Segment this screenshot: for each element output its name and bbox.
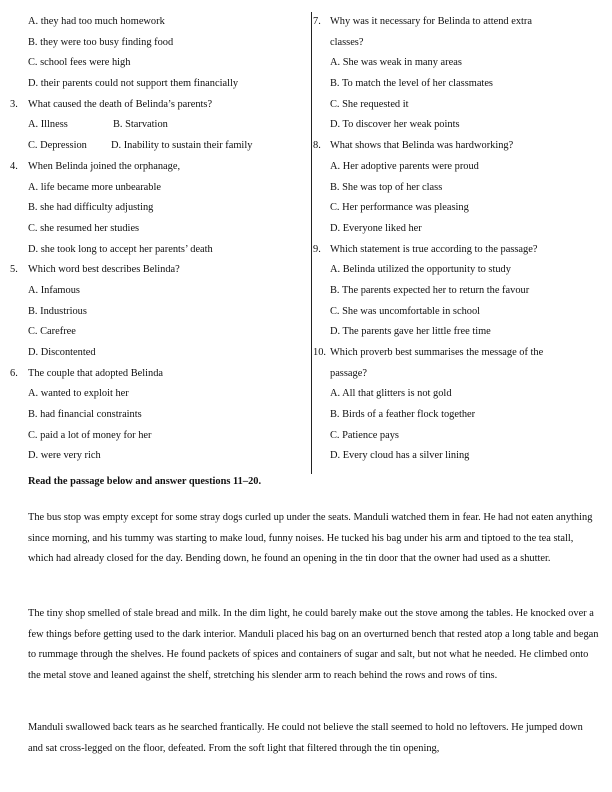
question-6 bbox=[10, 364, 300, 385]
question-text: Which statement is true according to the passage? bbox=[330, 243, 538, 255]
q2-option-c: C. school fees were high bbox=[28, 57, 131, 69]
q8-option-c: C. Her performance was pleasing bbox=[330, 202, 469, 214]
paragraph-text: Manduli swallowed back tears as he searched frantically. He could not believe the stall seemed to hold no leftovers. He jumped down and sat cross-legged on the floor, defeated. From the soft light that filtered through the tin opening, bbox=[28, 722, 583, 754]
passage-paragraph-2 bbox=[28, 604, 600, 686]
question-9 bbox=[312, 240, 602, 261]
question-number: 6. bbox=[10, 367, 18, 379]
q3-option-b: B. Starvation bbox=[113, 119, 168, 131]
question-4 bbox=[10, 157, 300, 178]
q2-option-a: A. they had too much homework bbox=[28, 16, 165, 27]
q6-option-c: C. paid a lot of money for her bbox=[28, 429, 152, 441]
q9-option-c: C. She was uncomfortable in school bbox=[330, 305, 481, 317]
q8-option-a: A. Her adoptive parents were proud bbox=[330, 160, 479, 172]
q10-option-a: A. All that glitters is not gold bbox=[330, 388, 452, 400]
q9-option-a: A. Belinda utilized the opportunity to study bbox=[330, 264, 511, 276]
question-5 bbox=[10, 260, 300, 281]
question-number: 10. bbox=[313, 347, 326, 358]
question-number: 9. bbox=[313, 243, 321, 255]
q10-option-c: C. Patience pays bbox=[330, 429, 399, 441]
passage-paragraph-3 bbox=[28, 718, 600, 759]
question-text: Which proverb best summarises the message of the bbox=[330, 347, 544, 358]
q7-option-a: A. She was weak in many areas bbox=[330, 57, 462, 69]
q8-option-b: B. She was top of her class bbox=[330, 181, 443, 193]
q7-option-b: B. To match the level of her classmates bbox=[330, 78, 493, 90]
q4-option-a: A. life became more unbearable bbox=[28, 181, 161, 193]
question-text: What shows that Belinda was hardworking? bbox=[330, 140, 514, 152]
q2-option-d: D. their parents could not support them financially bbox=[28, 78, 239, 90]
question-text: When Belinda joined the orphanage, bbox=[28, 160, 181, 172]
q4-option-b: B. she had difficulty adjusting bbox=[28, 202, 154, 214]
q10-option-d: D. Every cloud has a silver lining bbox=[330, 450, 470, 462]
q2-option-b: B. they were too busy finding food bbox=[28, 36, 174, 48]
question-10 bbox=[312, 343, 602, 364]
question-7 bbox=[312, 12, 602, 33]
q4-option-c: C. she resumed her studies bbox=[28, 222, 140, 234]
question-number: 8. bbox=[313, 140, 321, 152]
passage-instruction: Read the passage below and answer questions 11–20. bbox=[28, 476, 262, 487]
q3-options-ab bbox=[10, 115, 300, 136]
q3-options-cd bbox=[10, 136, 300, 157]
q6-option-b: B. had financial constraints bbox=[28, 409, 142, 421]
left-question-column bbox=[10, 12, 300, 467]
q3-option-a: A. Illness bbox=[28, 119, 68, 131]
q5-option-a: A. Infamous bbox=[28, 284, 80, 296]
question-number: 7. bbox=[313, 16, 321, 27]
q9-option-b: B. The parents expected her to return the favour bbox=[330, 284, 530, 296]
q4-option-d: D. she took long to accept her parents’ death bbox=[28, 243, 213, 255]
q7-option-c: C. She requested it bbox=[330, 98, 409, 110]
question-3 bbox=[10, 95, 300, 116]
question-number: 5. bbox=[10, 264, 18, 276]
q7-option-d: D. To discover her weak points bbox=[330, 119, 460, 131]
passage-paragraph-1 bbox=[28, 508, 600, 570]
q3-option-c: C. Depression bbox=[28, 140, 87, 152]
q9-option-d: D. The parents gave her little free time bbox=[330, 326, 491, 338]
q6-option-d: D. were very rich bbox=[28, 450, 101, 462]
question-text: Which word best describes Belinda? bbox=[28, 264, 180, 276]
question-number: 3. bbox=[10, 98, 18, 110]
q3-option-d: D. Inability to sustain their family bbox=[111, 140, 253, 152]
paragraph-text: The bus stop was empty except for some stray dogs curled up under the seats. Manduli watched them in fear. He had not eaten anything since morning, and his tummy was starting to make loud, funny noises. He tucked his bag under his arm and tiptoed to the tea stall, which had already closed for the day. Bending down, he found an opening in the tin door that the owner had used as a shutter. bbox=[28, 512, 593, 564]
question-8 bbox=[312, 136, 602, 157]
q5-option-b: B. Industrious bbox=[28, 305, 87, 317]
question-text: Why was it necessary for Belinda to attend extra bbox=[330, 16, 532, 27]
right-question-column bbox=[311, 12, 602, 474]
question-7-continued: classes? bbox=[330, 36, 364, 48]
question-number: 4. bbox=[10, 160, 18, 172]
question-text: What caused the death of Belinda’s parents? bbox=[28, 98, 213, 110]
paragraph-text: The tiny shop smelled of stale bread and milk. In the dim light, he could barely make out the stove among the tables. He knocked over a few things before getting used to the dark interior. Manduli placed his bag on an overturned bench that rested atop a long table and began to rummage through the shelves. He found packets of spices and containers of sugar and salt, but not what he needed. He climbed onto the metal stove and leaned against the shelf, stretching his slender arm to reach behind the rows and rows of tins. bbox=[28, 608, 599, 681]
q6-option-a: A. wanted to exploit her bbox=[28, 388, 129, 400]
question-10-continued: passage? bbox=[330, 367, 367, 379]
q5-option-d: D. Discontented bbox=[28, 347, 96, 358]
question-text: The couple that adopted Belinda bbox=[28, 367, 164, 379]
q8-option-d: D. Everyone liked her bbox=[330, 222, 422, 234]
q10-option-b: B. Birds of a feather flock together bbox=[330, 409, 476, 421]
q5-option-c: C. Carefree bbox=[28, 326, 76, 338]
